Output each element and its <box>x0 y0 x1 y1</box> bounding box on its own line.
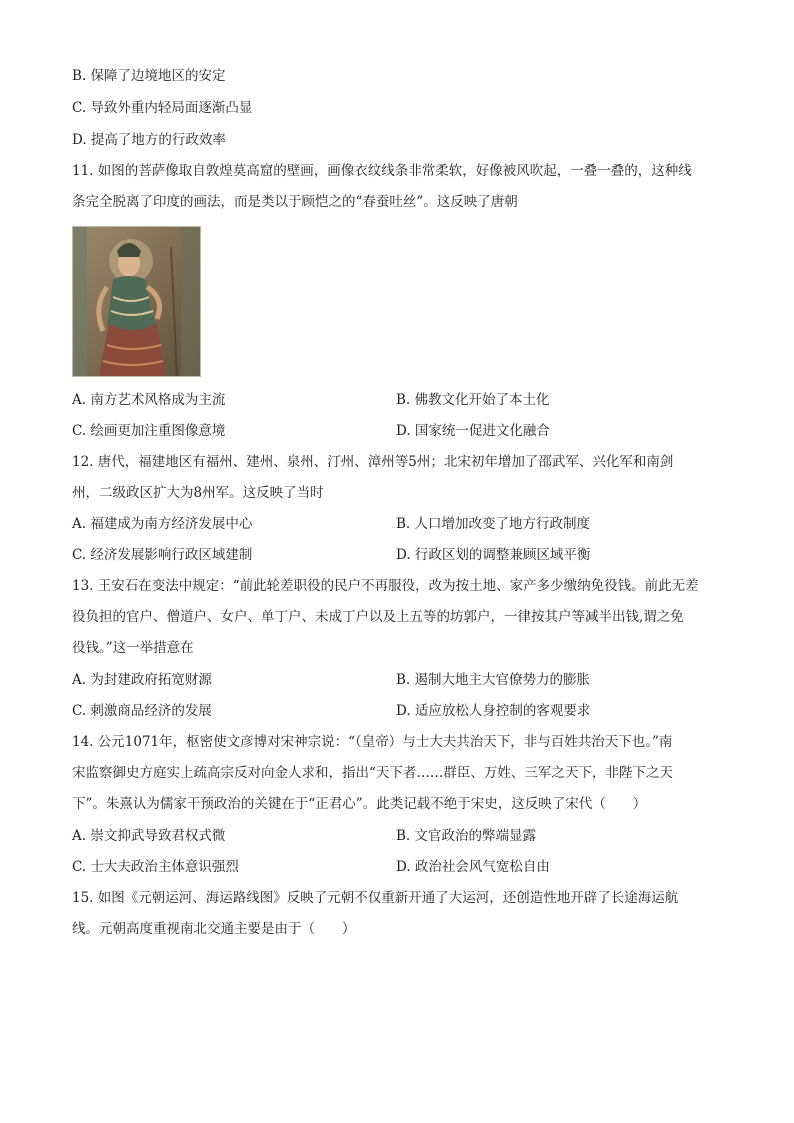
q12-option-a: A. 福建成为南方经济发展中心 <box>72 516 253 532</box>
q10-option-d: D. 提高了地方的行政效率 <box>72 132 226 148</box>
q14-stem-line3: 下”。朱熹认为儒家干预政治的关键在于“正君心”。此类记载不绝于宋史，这反映了宋代（ ） <box>72 796 647 812</box>
q14-option-b: B. 文官政治的弊端显露 <box>396 828 537 844</box>
bodhisattva-mural-illustration <box>73 227 200 376</box>
q11-stem-line2: 条完全脱离了印度的画法，而是类以于顾恺之的“春蚕吐丝”。这反映了唐朝 <box>72 194 518 210</box>
q12-stem-line1: 12. 唐代，福建地区有福州、建州、泉州、汀州、漳州等5州；北宋初年增加了邵武军、兴化军和南剑 <box>72 454 674 470</box>
q12-option-c: C. 经济发展影响行政区域建制 <box>72 547 253 563</box>
q14-option-d: D. 政治社会风气宽松自由 <box>396 859 550 875</box>
q15-stem-line1: 15. 如图《元朝运河、海运路线图》反映了元朝不仅重新开通了大运河，还创造性地开辟了长途海运航 <box>72 890 679 906</box>
q14-option-c: C. 士大夫政治主体意识强烈 <box>72 859 239 875</box>
q11-stem-line1: 11. 如图的菩萨像取自敦煌莫高窟的壁画，画像衣纹线条非常柔软，好像被风吹起，一叠一叠的，这种线 <box>72 163 692 179</box>
q10-option-b: B. 保障了边境地区的安定 <box>72 68 226 84</box>
q14-stem-line2: 宋监察御史方庭实上疏高宗反对向金人求和，指出“天下者……群臣、万姓、三军之天下，非陛下之天 <box>72 765 673 781</box>
bodhisattva-mural-image <box>72 226 201 377</box>
q14-stem-line1: 14. 公元1071年，枢密使文彦博对宋神宗说：“（皇帝）与士大夫共治天下，非与百姓共治天下也。”南 <box>72 734 673 750</box>
q13-stem-line3: 役钱。”这一举措意在 <box>72 640 194 656</box>
q13-option-a: A. 为封建政府拓宽财源 <box>72 672 212 688</box>
q12-option-d: D. 行政区划的调整兼顾区域平衡 <box>396 547 591 563</box>
q15-stem-line2: 线。元朝高度重视南北交通主要是由于（ ） <box>72 921 356 937</box>
q10-option-c: C. 导致外重内轻局面逐渐凸显 <box>72 100 253 116</box>
q11-option-d: D. 国家统一促进文化融合 <box>396 423 550 439</box>
q13-option-d: D. 适应放松人身控制的客观要求 <box>396 703 591 719</box>
q13-option-b: B. 遏制大地主大官僚势力的膨胀 <box>396 672 591 688</box>
q13-stem-line2: 役负担的官户、僧道户、女户、单丁户、未成丁户以及上五等的坊郭户，一律按其户等减半出钱,谓之免 <box>72 609 684 625</box>
q11-option-a: A. 南方艺术风格成为主流 <box>72 392 226 408</box>
q12-option-b: B. 人口增加改变了地方行政制度 <box>396 516 591 532</box>
q12-stem-line2: 州，二级政区扩大为8州军。这反映了当时 <box>72 485 324 501</box>
q11-option-c: C. 绘画更加注重图像意境 <box>72 423 226 439</box>
q13-option-c: C. 刺激商品经济的发展 <box>72 703 212 719</box>
q11-option-b: B. 佛教文化开始了本土化 <box>396 392 550 408</box>
q14-option-a: A. 崇文抑武导致君权式微 <box>72 828 226 844</box>
q13-stem-line1: 13. 王安石在变法中规定：“前此轮差职役的民户不再服役，改为按土地、家产多少缴纳免役钱。前此无差 <box>72 578 699 594</box>
